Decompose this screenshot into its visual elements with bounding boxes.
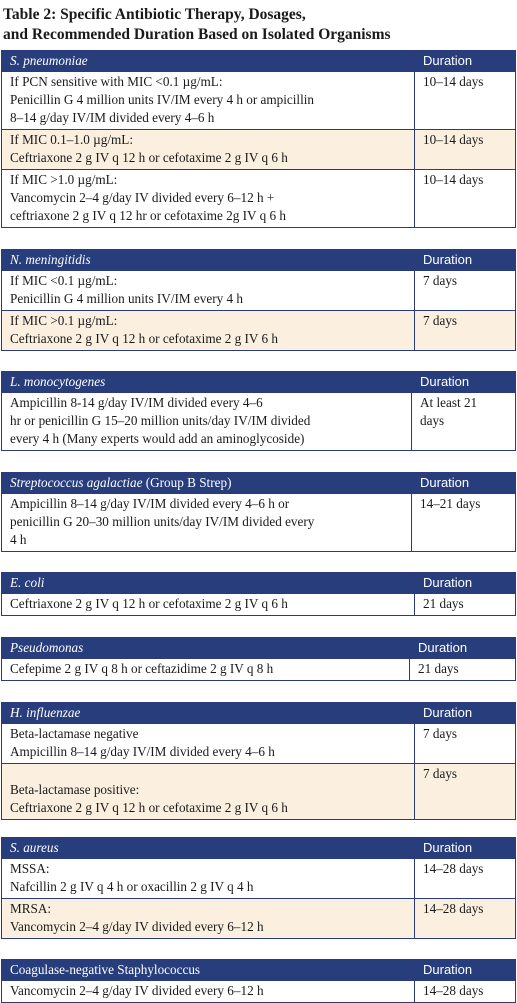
organism-table-h-influenzae — [1, 702, 516, 820]
duration-header: Duration — [415, 838, 516, 859]
table-row — [2, 724, 516, 764]
regimen-line: Ceftriaxone 2 g IV q 12 h or cefotaxime 2 g IV q 6 h — [10, 150, 288, 165]
organism-table-streptococcus-agalactiae — [1, 472, 516, 552]
table-row — [2, 72, 516, 130]
table-header — [2, 473, 516, 494]
table-header — [2, 51, 516, 72]
regimen-line: Cefepime 2 g IV q 8 h or ceftazidime 2 g IV q 8 h — [10, 661, 274, 676]
regimen-line: Vancomycin 2–4 g/day IV divided every 6–12 h — [10, 983, 264, 998]
table-row — [2, 594, 516, 616]
regimen-line: every 4 h (Many experts would add an aminoglycoside) — [10, 431, 305, 446]
duration-header: Duration — [415, 703, 516, 724]
organism-suffix: (Group B Strep) — [142, 475, 232, 490]
table-header — [2, 638, 516, 659]
regimen-line: Penicillin G 4 million units IV/IM every 4 h or ampicillin — [10, 92, 315, 107]
title-line-1: Table 2: Specific Antibiotic Therapy, Dosages, — [3, 6, 306, 23]
regimen-cell — [2, 594, 415, 616]
regimen-line: If MIC 0.1–1.0 µg/mL: — [10, 132, 133, 147]
duration-cell: 14–28 days — [415, 859, 516, 899]
organism-table-pseudomonas — [1, 637, 516, 681]
regimen-line: ceftriaxone 2 g IV q 12 hr or cefotaxime 2g IV q 6 h — [10, 208, 287, 223]
organism-name: Pseudomonas — [10, 640, 84, 655]
regimen-cell — [2, 393, 412, 451]
regimen-line: MSSA: — [10, 861, 50, 876]
duration-line: At least 21 — [420, 395, 478, 410]
duration-header: Duration — [410, 638, 516, 659]
duration-cell: 7 days — [415, 724, 516, 764]
regimen-line: Beta-lactamase positive: — [10, 782, 140, 797]
regimen-line: Ceftriaxone 2 g IV q 12 h or cefotaxime 2 g IV 6 h — [10, 331, 278, 346]
duration-cell: 21 days — [415, 594, 516, 616]
organism-table-s-pneumoniae — [1, 50, 516, 228]
regimen-cell — [2, 170, 415, 228]
duration-cell: 10–14 days — [415, 170, 516, 228]
duration-cell: 7 days — [415, 764, 516, 820]
regimen-line: Vancomycin 2–4 g/day IV divided every 6–12 h — [10, 919, 264, 934]
table-row — [2, 393, 516, 451]
table-row — [2, 981, 516, 1003]
duration-cell: 7 days — [415, 311, 516, 351]
organism-name: H. influenzae — [10, 705, 81, 720]
table-row — [2, 764, 516, 820]
regimen-line: hr or penicillin G 15–20 million units/day IV/IM divided — [10, 413, 311, 428]
table-row — [2, 899, 516, 939]
regimen-line: 4 h — [10, 532, 27, 547]
duration-cell — [412, 393, 516, 451]
regimen-line: Penicillin G 4 million units IV/IM every 4 h — [10, 291, 243, 306]
duration-header: Duration — [412, 372, 516, 393]
duration-cell: 10–14 days — [415, 130, 516, 170]
duration-cell: 7 days — [415, 271, 516, 311]
organism-name: S. pneumoniae — [10, 53, 88, 68]
table-header — [2, 250, 516, 271]
regimen-cell — [2, 311, 415, 351]
regimen-cell — [2, 764, 415, 820]
organism-name: E. coli — [10, 575, 45, 590]
table-row — [2, 859, 516, 899]
duration-cell: 21 days — [410, 659, 516, 681]
regimen-cell — [2, 724, 415, 764]
table-header — [2, 838, 516, 859]
table-title — [3, 5, 513, 45]
duration-cell: 14–28 days — [415, 981, 516, 1003]
regimen-line: Vancomycin 2–4 g/day IV divided every 6–12 h + — [10, 190, 275, 205]
duration-line: days — [420, 413, 445, 428]
organism-name: L. monocytogenes — [10, 374, 106, 389]
organism-table-l-monocytogenes — [1, 371, 516, 451]
organism-name: N. meningitidis — [10, 252, 91, 267]
duration-cell: 10–14 days — [415, 72, 516, 130]
regimen-line: Nafcillin 2 g IV q 4 h or oxacillin 2 g IV q 4 h — [10, 879, 254, 894]
regimen-line: If MIC >1.0 µg/mL: — [10, 172, 118, 187]
regimen-line: Ceftriaxone 2 g IV q 12 h or cefotaxime 2 g IV q 6 h — [10, 596, 288, 611]
duration-header: Duration — [415, 250, 516, 271]
table-row — [2, 170, 516, 228]
table-header — [2, 960, 516, 981]
duration-header: Duration — [415, 573, 516, 594]
regimen-line: If MIC >0.1 µg/mL: — [10, 313, 118, 328]
table-header — [2, 372, 516, 393]
regimen-line: MRSA: — [10, 901, 52, 916]
regimen-line: Ampicillin 8-14 g/day IV/IM divided every 4–6 — [10, 395, 263, 410]
regimen-line: Beta-lactamase negative — [10, 726, 139, 741]
regimen-cell — [2, 859, 415, 899]
regimen-cell — [2, 494, 412, 552]
table-row — [2, 659, 516, 681]
duration-header: Duration — [415, 960, 516, 981]
regimen-cell — [2, 72, 415, 130]
organism-table-n-meningitidis — [1, 249, 516, 351]
title-line-2: and Recommended Duration Based on Isolated Organisms — [3, 26, 391, 43]
organism-name: Coagulase-negative Staphylococcus — [10, 962, 201, 977]
regimen-cell — [2, 981, 415, 1003]
duration-cell: 14–21 days — [412, 494, 516, 552]
organism-table-e-coli — [1, 572, 516, 616]
regimen-line: Ceftriaxone 2 g IV q 12 h or cefotaxime 2 g IV q 6 h — [10, 800, 288, 815]
regimen-line: If PCN sensitive with MIC <0.1 µg/mL: — [10, 74, 223, 89]
table-header — [2, 703, 516, 724]
regimen-line: Ampicillin 8–14 g/day IV/IM divided every 4–6 h or — [10, 496, 290, 511]
regimen-line: Ampicillin 8–14 g/day IV/IM divided every 4–6 h — [10, 744, 275, 759]
organism-table-s-aureus — [1, 837, 516, 939]
table-header — [2, 573, 516, 594]
regimen-line: If MIC <0.1 µg/mL: — [10, 273, 118, 288]
table-row — [2, 311, 516, 351]
table-row — [2, 271, 516, 311]
duration-cell: 14–28 days — [415, 899, 516, 939]
regimen-cell — [2, 659, 410, 681]
organism-table-coagulase-negative-staphylococcus — [1, 959, 516, 1003]
duration-header: Duration — [415, 51, 516, 72]
regimen-line: penicillin G 20–30 million units/day IV/IM divided every — [10, 514, 315, 529]
organism-name: Streptococcus agalactiae — [10, 475, 143, 490]
regimen-cell — [2, 130, 415, 170]
organism-name: S. aureus — [10, 840, 59, 855]
duration-header: Duration — [412, 473, 516, 494]
regimen-line: 8–14 g/day IV/IM divided every 4–6 h — [10, 110, 215, 125]
regimen-cell — [2, 899, 415, 939]
table-row — [2, 130, 516, 170]
table-row — [2, 494, 516, 552]
regimen-cell — [2, 271, 415, 311]
